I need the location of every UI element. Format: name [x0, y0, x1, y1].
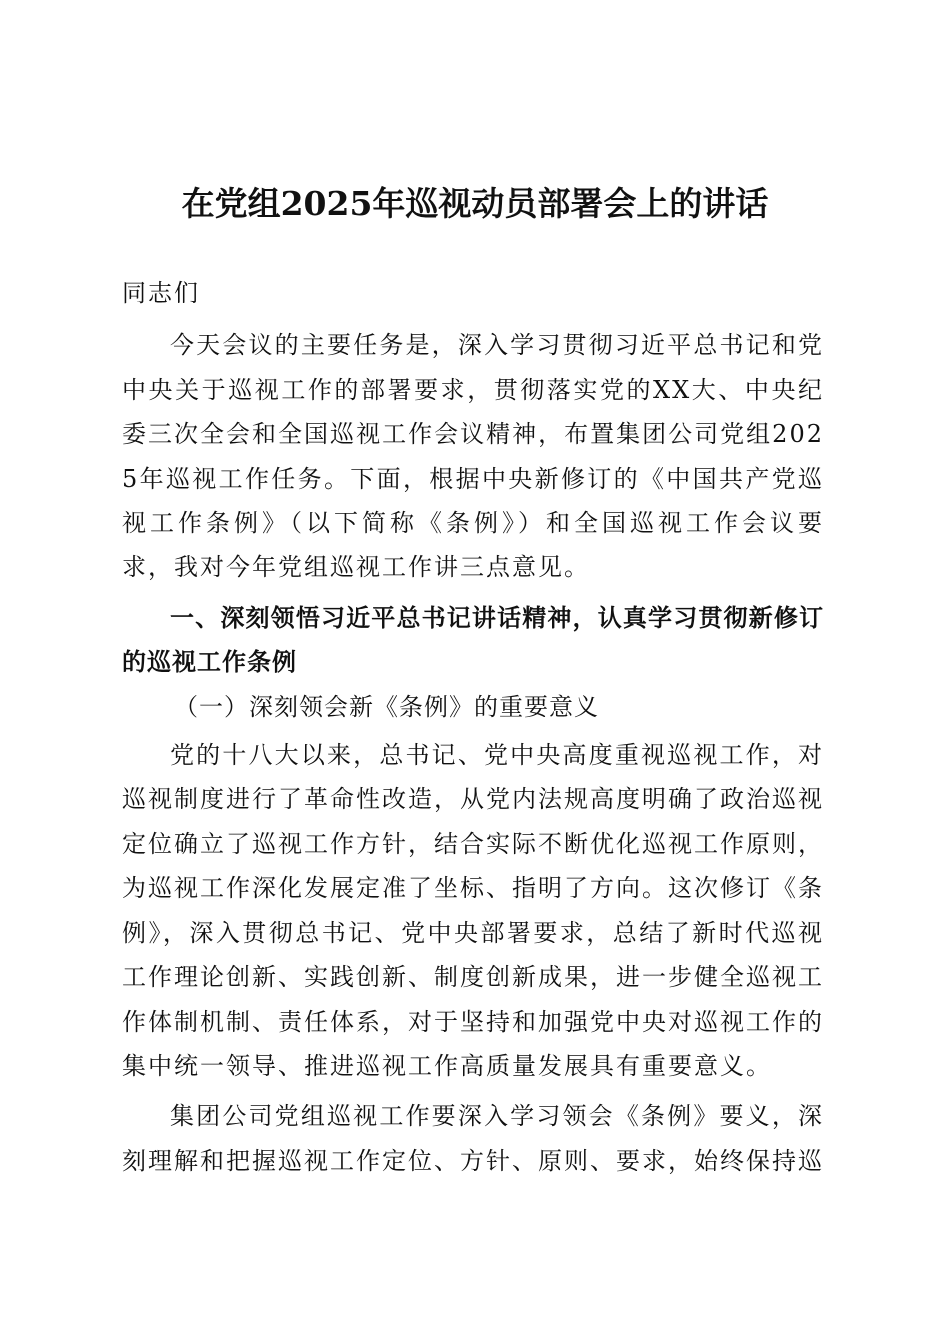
- section1-paragraph-1: 党的十八大以来，总书记、党中央高度重视巡视工作，对巡视制度进行了革命性改造，从党内法规高度明确了政治巡视定位确立了巡视工作方针，结合实际不断优化巡视工作原则，为巡视工作深化发展定准了坐标、指明了方向。这次修订《条例》，深入贯彻总书记、党中央部署要求，总结了新时代巡视工作理论创新、实践创新、制度创新成果，进一步健全巡视工作体制机制、责任体系，对于坚持和加强党中央对巡视工作的集中统一领导、推进巡视工作高质量发展具有重要意义。: [122, 741, 824, 1080]
- document-body: [122, 268, 824, 1183]
- intro-paragraph: 今天会议的主要任务是，深入学习贯彻习近平总书记和党中央关于巡视工作的部署要求，贯彻落实党的XX大、中央纪委三次全会和全国巡视工作会议精神，布置集团公司党组2025年巡视工作任务。下面，根据中央新修订的《中国共产党巡视工作条例》（以下简称《条例》）和全国巡视工作会议要求，我对今年党组巡视工作讲三点意见。: [122, 331, 824, 582]
- section-heading-1: 一、深刻领悟习近平总书记讲话精神，认真学习贯彻新修订的巡视工作条例: [122, 603, 824, 677]
- salutation: 同志们: [122, 279, 200, 307]
- section1-paragraph-2: 集团公司党组巡视工作要深入学习领会《条例》要义，深刻理解和把握巡视工作定位、方针、原则、要求，始终保持巡: [122, 1102, 824, 1175]
- document-title: 在党组2025年巡视动员部署会上的讲话: [181, 184, 769, 223]
- subsection-heading-1-1: （一）深刻领会新《条例》的重要意义: [174, 692, 599, 721]
